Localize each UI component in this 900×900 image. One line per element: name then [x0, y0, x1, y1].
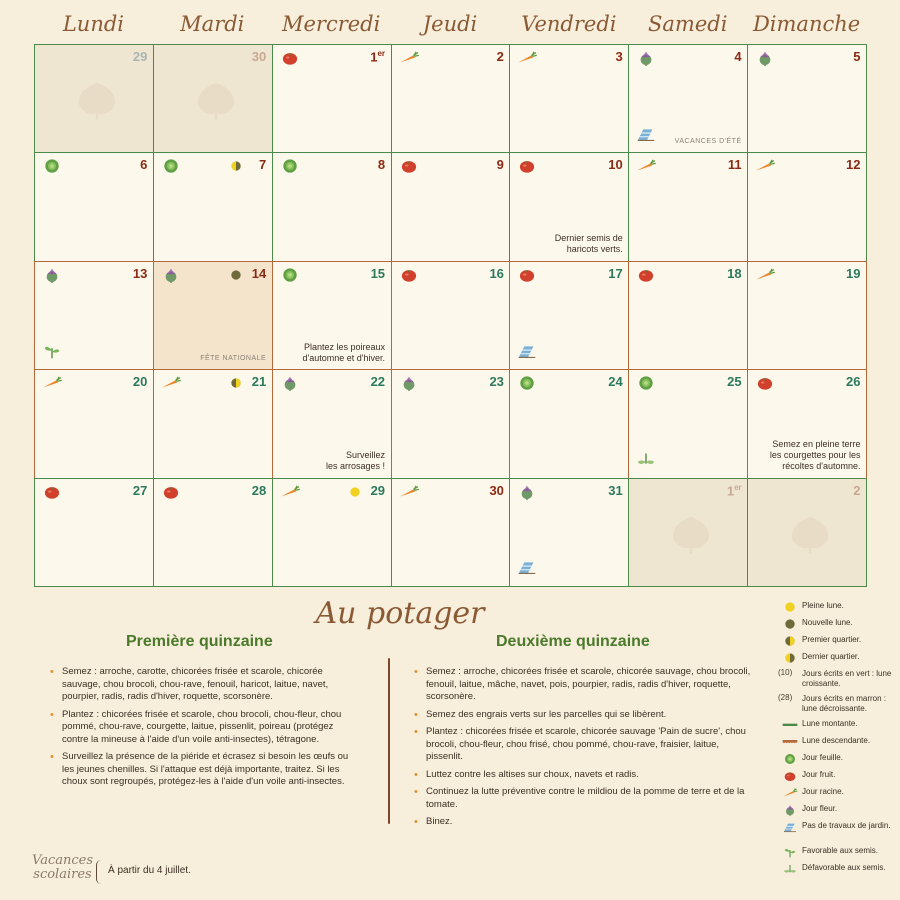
day-number — [608, 374, 622, 389]
legend-item — [778, 666, 896, 691]
legend-text: Jour racine. — [802, 787, 844, 796]
leaf-watermark-icon — [71, 69, 123, 131]
day-cell[interactable] — [391, 369, 511, 479]
day-number-value: 21 — [251, 374, 267, 390]
legend-item — [778, 632, 896, 649]
legend-text: Premier quartier. — [802, 635, 862, 644]
legend-item — [778, 818, 896, 843]
legend-item — [778, 750, 896, 767]
rising-moon-line-icon — [782, 718, 796, 730]
day-number-value: 6 — [140, 157, 148, 173]
day-number — [728, 157, 742, 172]
day-cell[interactable] — [509, 369, 629, 479]
day-cell[interactable] — [509, 44, 629, 154]
school-holidays-title — [32, 854, 93, 882]
day-cell[interactable] — [509, 261, 629, 371]
sprout-icon — [41, 342, 63, 364]
advice-item: • Continuez la lutte préventive contre le mildiou de la pomme de terre et de la tomate. — [414, 786, 754, 811]
weekday-1: Lundi — [62, 12, 124, 36]
advice-item: • Plantez : chicorées frisée et scarole, chicorée sauvage 'Pain de sucre', chou brocoli, chou-fleur, chou frisé, chou pommé, chou-rave, fraisier, laitue, pissenlit. — [414, 726, 754, 764]
legend-item — [778, 615, 896, 632]
tomato-icon — [398, 158, 420, 174]
day-note-line: Plantez les poireaux — [303, 341, 386, 352]
artichoke-icon — [279, 375, 301, 391]
day-event-tag: VACANCES D'ÉTÉ — [674, 137, 742, 145]
lettuce-icon — [41, 158, 63, 174]
new-moon-icon — [228, 268, 244, 282]
day-number-value: 2 — [496, 49, 504, 64]
day-cell[interactable] — [747, 44, 867, 154]
day-cell[interactable] — [628, 44, 748, 154]
carrot-icon — [398, 484, 420, 500]
day-number-value: 24 — [608, 374, 623, 390]
weekday-header — [34, 12, 866, 44]
day-number-suffix: er — [734, 482, 742, 492]
tomato-icon — [782, 769, 796, 781]
legend-item — [778, 843, 896, 860]
day-cell[interactable] — [153, 478, 273, 588]
deckchair-icon — [516, 342, 538, 364]
green-number-icon: (10) — [778, 668, 793, 677]
legend-text: Dernier quartier. — [802, 652, 860, 661]
first-quarter-moon-icon — [782, 634, 796, 646]
day-note-line: les arrosages ! — [326, 461, 386, 472]
artichoke-icon — [754, 50, 776, 66]
day-cell[interactable] — [272, 261, 392, 371]
lettuce-icon — [516, 375, 538, 391]
day-cell[interactable] — [34, 478, 154, 588]
day-note — [555, 233, 623, 255]
day-cell[interactable] — [272, 369, 392, 479]
day-note-line: Dernier semis de — [554, 233, 623, 244]
weekday-7: Dimanche — [752, 12, 861, 36]
day-number-value: 2 — [853, 482, 861, 498]
day-cell[interactable] — [747, 261, 867, 371]
day-number-value: 14 — [251, 265, 267, 281]
day-number — [252, 483, 266, 498]
day-number — [727, 266, 741, 281]
day-number — [727, 374, 741, 389]
day-number — [616, 49, 623, 64]
carrot-icon — [754, 267, 776, 283]
legend-item — [778, 716, 896, 733]
first-fortnight-list — [50, 666, 362, 794]
day-cell[interactable] — [509, 152, 629, 262]
day-number-value: 27 — [132, 482, 148, 498]
day-number-value: 4 — [734, 49, 742, 64]
day-number-value: 11 — [727, 157, 742, 173]
day-cell[interactable] — [153, 44, 273, 154]
day-number — [489, 374, 503, 389]
day-cell[interactable] — [391, 478, 511, 588]
day-number-value: 23 — [489, 374, 504, 390]
day-number — [846, 157, 860, 172]
day-number — [608, 157, 622, 172]
tomato-icon — [516, 158, 538, 174]
day-number — [370, 49, 385, 64]
tomato-icon — [398, 267, 420, 283]
legend-item — [778, 691, 896, 716]
legend-text: Favorable aux semis. — [802, 846, 879, 855]
day-number — [853, 49, 860, 64]
day-number-value: 16 — [489, 265, 504, 281]
day-number — [846, 266, 860, 281]
carrot-icon — [398, 50, 420, 66]
day-number — [259, 157, 266, 172]
day-number — [371, 266, 385, 281]
day-note — [303, 342, 386, 364]
day-note — [326, 450, 385, 472]
day-number — [133, 483, 147, 498]
day-note-line: haricots verts. — [566, 244, 623, 255]
day-cell[interactable] — [628, 478, 748, 588]
deckchair-icon — [516, 558, 538, 580]
sprout-icon — [782, 845, 796, 857]
day-number — [371, 374, 385, 389]
day-number — [378, 157, 385, 172]
advice-item: • Plantez : chicorées frisée et scarole, chou brocoli, chou-fleur, chou pommé, chou-rave, courgette, laitue, pissenlit, poireau (protégez contre la mineuse à l'aide d'un voile anti-insectes), tétragone. — [50, 709, 362, 747]
carrot-icon — [41, 375, 63, 391]
day-cell[interactable] — [153, 261, 273, 371]
legend-item — [778, 649, 896, 666]
day-number — [497, 157, 504, 172]
day-number-value: 29 — [132, 49, 148, 64]
lettuce-icon — [279, 158, 301, 174]
school-holidays-title-line1: Vacances — [32, 853, 93, 868]
first-fortnight-heading: Première quinzaine — [126, 633, 273, 650]
day-note-line: Surveillez — [346, 450, 386, 461]
lettuce-icon — [279, 267, 301, 283]
last-quarter-moon-icon — [228, 159, 244, 173]
day-number — [133, 374, 147, 389]
day-number-value: 22 — [370, 374, 386, 390]
school-holidays-title-line2: scolaires — [33, 867, 92, 882]
school-holidays-bracket — [96, 860, 101, 884]
advice-item: • Luttez contre les altises sur choux, navets et radis. — [414, 769, 754, 782]
school-holidays-text: À partir du 4 juillet. — [108, 865, 191, 876]
day-number-value: 9 — [496, 157, 504, 173]
legend-item — [778, 733, 896, 750]
day-cell[interactable] — [509, 478, 629, 588]
day-note-line: Semez en pleine terre — [772, 439, 861, 450]
day-number — [133, 266, 147, 281]
sprout-down-icon — [782, 862, 796, 874]
legend-text: Jours écrits en vert : lune croissante. — [802, 669, 892, 688]
second-fortnight-list — [414, 666, 754, 834]
legend-item — [778, 801, 896, 818]
carrot-icon — [279, 484, 301, 500]
day-cell[interactable] — [628, 152, 748, 262]
carrot-icon — [516, 50, 538, 66]
legend-text: Lune descendante. — [802, 736, 871, 745]
day-cell[interactable] — [747, 152, 867, 262]
day-cell[interactable] — [628, 369, 748, 479]
legend-item — [778, 598, 896, 615]
carrot-icon — [160, 375, 182, 391]
weekday-5: Vendredi — [521, 12, 617, 36]
advice-item: • Semez : arroche, carotte, chicorées frisée et scarole, chicorée sauvage, chou brocoli, chou-rave, fenouil, haricot, laitue, navet, pourpier, radis, radis d'hiver, roquette, scorsonère. — [50, 666, 362, 704]
day-number — [371, 483, 385, 498]
legend-text: Pas de travaux de jardin. — [802, 821, 891, 830]
potager-title: Au potager — [315, 596, 485, 631]
weekday-4: Jeudi — [422, 12, 478, 36]
new-moon-icon — [782, 617, 796, 629]
weekday-2: Mardi — [180, 12, 245, 36]
day-cell[interactable] — [34, 44, 154, 154]
day-number — [140, 157, 147, 172]
second-fortnight-heading: Deuxième quinzaine — [496, 633, 650, 650]
tomato-icon — [279, 50, 301, 66]
day-number — [489, 266, 503, 281]
legend-text: Jour feuille. — [802, 753, 843, 762]
artichoke-icon — [516, 484, 538, 500]
tomato-icon — [635, 267, 657, 283]
day-note-line: les courgettes pour les — [769, 450, 861, 461]
day-number — [489, 483, 503, 498]
legend-text: Lune montante. — [802, 719, 858, 728]
legend-text: Jour fleur. — [802, 804, 838, 813]
day-cell[interactable] — [272, 478, 392, 588]
day-cell[interactable] — [34, 261, 154, 371]
day-number-value: 3 — [615, 49, 623, 64]
artichoke-icon — [160, 267, 182, 283]
day-cell[interactable] — [34, 152, 154, 262]
day-number-value: 30 — [251, 49, 267, 64]
advice-item: • Surveillez la présence de la piéride et écrasez si besoin les œufs ou les jeunes chenilles. Si l'attaque est déjà importante, traitez. Si les choux sont regroupés, protégez-les à l'aide d'un voile anti-insectes. — [50, 751, 362, 789]
leaf-watermark-icon — [665, 503, 717, 565]
artichoke-icon — [635, 50, 657, 66]
day-number — [497, 49, 504, 64]
day-cell[interactable] — [272, 44, 392, 154]
day-cell[interactable] — [153, 152, 273, 262]
day-cell[interactable] — [153, 369, 273, 479]
lettuce-icon — [782, 752, 796, 764]
legend-text: Jours écrits en marron : lune décroissante. — [802, 694, 887, 713]
day-number-value: 10 — [608, 157, 623, 173]
legend-item — [778, 767, 896, 784]
day-cell[interactable] — [747, 369, 867, 479]
day-number-value: 15 — [370, 265, 386, 281]
day-number-value: 31 — [608, 482, 623, 498]
tomato-icon — [516, 267, 538, 283]
day-number-value: 30 — [489, 482, 504, 498]
last-quarter-moon-icon — [782, 651, 796, 663]
artichoke-icon — [398, 375, 420, 391]
weekday-6: Samedi — [648, 12, 728, 36]
day-cell[interactable] — [272, 152, 392, 262]
day-cell[interactable] — [628, 261, 748, 371]
tomato-icon — [160, 484, 182, 500]
day-number-value: 5 — [853, 49, 861, 64]
lettuce-icon — [635, 375, 657, 391]
day-number-value: 8 — [377, 157, 386, 173]
tomato-icon — [41, 484, 63, 500]
day-number-value: 12 — [846, 157, 861, 173]
leaf-watermark-icon — [784, 503, 836, 565]
artichoke-icon — [41, 267, 63, 283]
day-number-value: 1 — [726, 482, 735, 498]
day-note — [770, 439, 861, 472]
advice-item: • Binez. — [414, 816, 754, 829]
calendar-grid — [34, 44, 866, 586]
carrot-icon — [635, 158, 657, 174]
legend-text: Nouvelle lune. — [802, 618, 853, 627]
legend — [778, 598, 896, 885]
leaf-watermark-icon — [190, 69, 242, 131]
column-divider — [388, 658, 390, 824]
weekday-3: Mercredi — [281, 12, 381, 36]
deckchair-icon — [782, 820, 796, 832]
day-note-line: récoltes d'automne. — [782, 461, 861, 472]
legend-text: Défavorable aux semis. — [802, 863, 886, 872]
day-number — [608, 266, 622, 281]
day-number-value: 29 — [370, 482, 386, 498]
day-number-value: 25 — [727, 374, 742, 390]
descending-moon-line-icon — [782, 735, 796, 747]
lettuce-icon — [160, 158, 182, 174]
day-cell[interactable] — [34, 369, 154, 479]
full-moon-icon — [347, 485, 363, 499]
day-number-value: 18 — [727, 265, 742, 281]
day-number — [252, 49, 266, 64]
first-quarter-moon-icon — [228, 376, 244, 390]
legend-item — [778, 784, 896, 801]
day-number — [734, 49, 741, 64]
day-cell[interactable] — [391, 152, 511, 262]
day-number-value: 1 — [370, 49, 378, 65]
tomato-icon — [754, 375, 776, 391]
day-number — [252, 266, 266, 281]
day-number-value: 20 — [132, 374, 148, 390]
day-number-value: 26 — [846, 374, 861, 390]
legend-text: Jour fruit. — [802, 770, 836, 779]
deckchair-icon — [635, 125, 657, 147]
full-moon-icon — [782, 600, 796, 612]
day-number-value: 17 — [608, 265, 623, 281]
day-event-tag: FÊTE NATIONALE — [200, 354, 267, 362]
legend-item — [778, 860, 896, 885]
day-note-line: d'automne et d'hiver. — [302, 352, 386, 363]
day-cell[interactable] — [391, 44, 511, 154]
carrot-icon — [754, 158, 776, 174]
advice-item: • Semez : arroche, chicorées frisée et scarole, chicorée sauvage, chou brocoli, fenouil, laitue, mâche, navet, pois, pourpier, radis, radis d'hiver, roquette, scorsonère. — [414, 666, 754, 704]
day-number — [133, 49, 147, 64]
day-number — [846, 374, 860, 389]
day-number-suffix: er — [377, 49, 386, 58]
day-number — [853, 483, 860, 498]
advice-item: • Semez des engrais verts sur les parcelles qui se libèrent. — [414, 709, 754, 722]
sprout-down-icon — [635, 450, 657, 472]
day-number-value: 13 — [132, 265, 148, 281]
day-number-value: 19 — [846, 265, 861, 281]
legend-text: Pleine lune. — [802, 601, 844, 610]
day-number-value: 28 — [251, 482, 267, 498]
day-cell[interactable] — [747, 478, 867, 588]
day-number-value: 7 — [258, 157, 267, 173]
brown-number-icon: (28) — [778, 693, 793, 702]
day-cell[interactable] — [391, 261, 511, 371]
day-number — [608, 483, 622, 498]
day-number — [252, 374, 266, 389]
carrot-icon — [782, 786, 796, 798]
day-number — [727, 483, 742, 498]
artichoke-icon — [782, 803, 796, 815]
